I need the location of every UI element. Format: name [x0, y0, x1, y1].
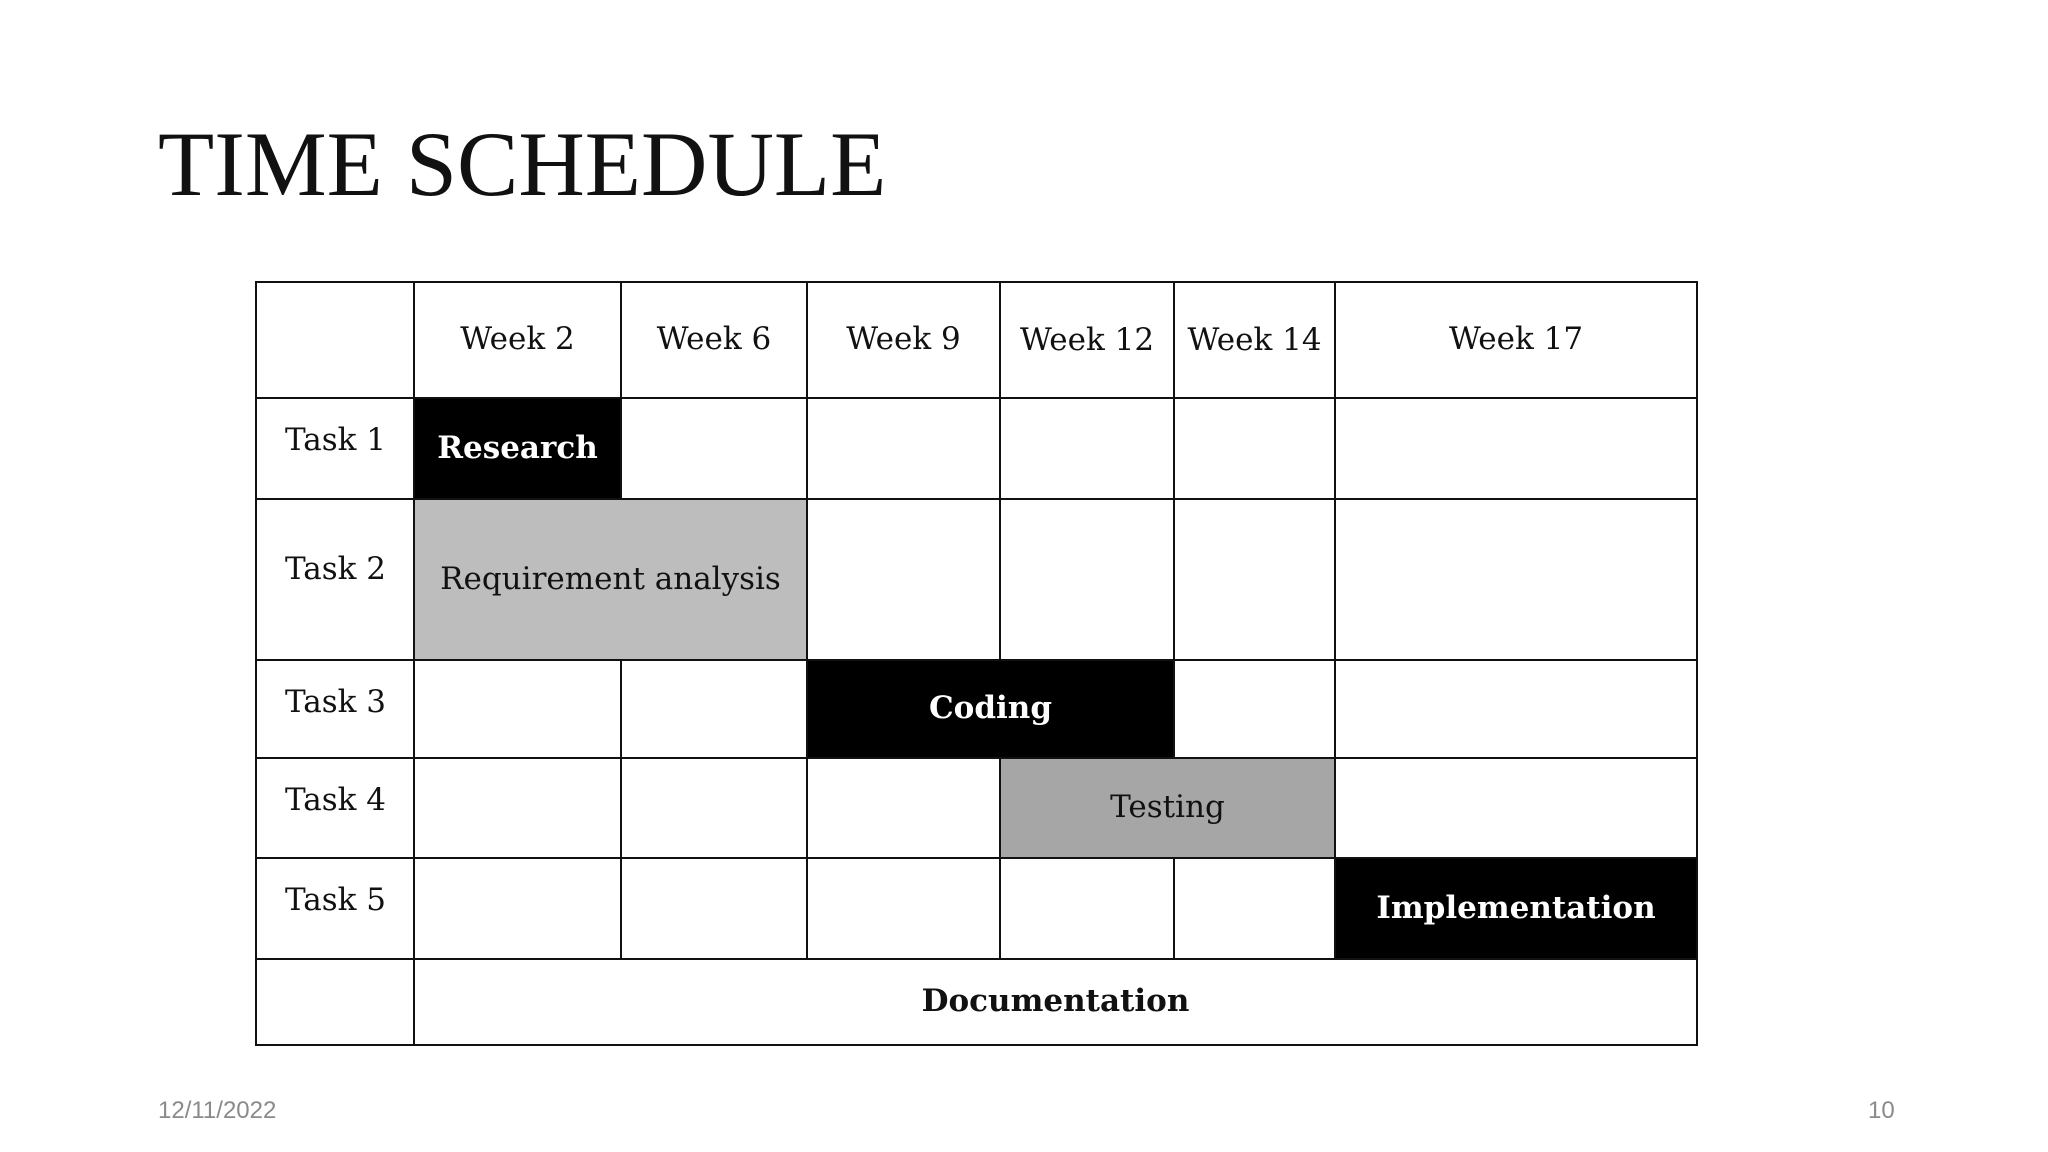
- empty-cell: [621, 858, 807, 959]
- empty-cell: [807, 758, 1000, 858]
- task-row-1: [256, 398, 1697, 499]
- empty-cell: [1174, 660, 1335, 758]
- empty-cell: [414, 858, 621, 959]
- task-bar-coding: Coding: [807, 660, 1174, 758]
- task-label: Task 2: [256, 499, 414, 660]
- time-schedule-table: [255, 281, 1698, 1046]
- task-bar-testing: Testing: [1000, 758, 1335, 858]
- empty-cell: [807, 858, 1000, 959]
- task-row-3: [256, 660, 1697, 758]
- task-label: Task 3: [256, 660, 414, 758]
- empty-cell: [1174, 398, 1335, 499]
- footer-date: 12/11/2022: [158, 1097, 277, 1124]
- task-row-4: [256, 758, 1697, 858]
- task-row-2: [256, 499, 1697, 660]
- header-week-9: Week 9: [807, 282, 1000, 398]
- empty-cell: [414, 758, 621, 858]
- empty-cell: [414, 660, 621, 758]
- header-week-6: Week 6: [621, 282, 807, 398]
- slide-title: TIME SCHEDULE: [158, 113, 887, 215]
- task-bar-research: Research: [414, 398, 621, 499]
- empty-cell: [807, 499, 1000, 660]
- task-label: Task 5: [256, 858, 414, 959]
- task-bar-documentation: Documentation: [414, 959, 1697, 1045]
- empty-cell: [1335, 398, 1697, 499]
- empty-cell: [1174, 499, 1335, 660]
- header-week-12: Week 12: [1000, 282, 1174, 398]
- header-corner-cell: [256, 282, 414, 398]
- task-bar-requirement-analysis: Requirement analysis: [414, 499, 807, 660]
- empty-cell: [1000, 858, 1174, 959]
- header-week-14: Week 14: [1174, 282, 1335, 398]
- empty-cell: [807, 398, 1000, 499]
- task-label: Task 4: [256, 758, 414, 858]
- empty-cell: [1000, 398, 1174, 499]
- empty-cell: [1335, 758, 1697, 858]
- empty-cell: [1000, 499, 1174, 660]
- empty-cell: [1335, 499, 1697, 660]
- header-row: [256, 282, 1697, 398]
- task-row-5: [256, 858, 1697, 959]
- footer-page-number: 10: [1868, 1097, 1895, 1124]
- empty-cell: [256, 959, 414, 1045]
- header-week-17: Week 17: [1335, 282, 1697, 398]
- header-week-2: Week 2: [414, 282, 621, 398]
- empty-cell: [1174, 858, 1335, 959]
- task-bar-implementation: Implementation: [1335, 858, 1697, 959]
- documentation-row: [256, 959, 1697, 1045]
- empty-cell: [621, 398, 807, 499]
- empty-cell: [1335, 660, 1697, 758]
- empty-cell: [621, 758, 807, 858]
- empty-cell: [621, 660, 807, 758]
- task-label: Task 1: [256, 398, 414, 499]
